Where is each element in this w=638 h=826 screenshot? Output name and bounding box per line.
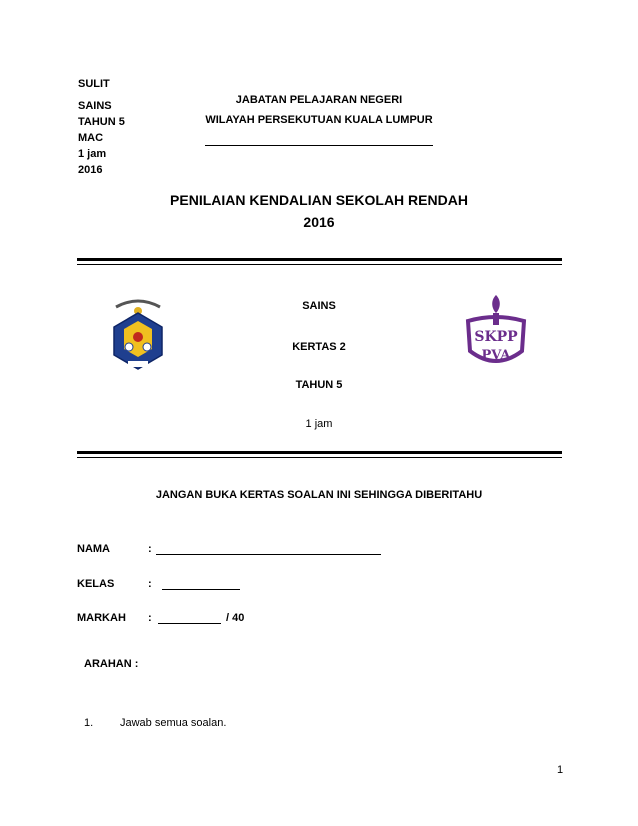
svg-text:PVA: PVA <box>481 348 511 363</box>
exam-title: PENILAIAN KENDALIAN SEKOLAH RENDAH <box>170 192 468 208</box>
paper-duration: 1 jam <box>305 418 333 430</box>
department-line2: WILAYAH PERSEKUTUAN KUALA LUMPUR <box>205 114 433 126</box>
sulit-label: SULIT <box>78 78 110 90</box>
divider-bottom-thick <box>77 451 562 454</box>
instruction-1-text: Jawab semua soalan. <box>120 717 227 729</box>
instructions-heading: ARAHAN : <box>84 658 139 670</box>
warning-text: JANGAN BUKA KERTAS SOALAN INI SEHINGGA DIBERITAHU <box>155 489 483 501</box>
class-input-line[interactable] <box>162 589 240 590</box>
class-label: KELAS <box>77 578 115 590</box>
name-input-line[interactable] <box>156 554 381 555</box>
header-underline <box>205 145 433 146</box>
divider-top-thin <box>77 264 562 265</box>
svg-text:SKPP: SKPP <box>474 329 518 345</box>
mark-label: MARKAH <box>77 612 126 624</box>
paper-number: KERTAS 2 <box>292 341 346 353</box>
divider-top-thick <box>77 258 562 261</box>
month-label: MAC <box>78 132 104 144</box>
paper-year: TAHUN 5 <box>295 379 343 391</box>
mark-colon: : <box>148 612 152 624</box>
paper-subject: SAINS <box>302 300 336 312</box>
divider-bottom-thin <box>77 457 562 458</box>
year-number-label: 2016 <box>78 164 103 176</box>
mark-total: / 40 <box>226 612 245 624</box>
mark-input-line[interactable] <box>158 623 221 624</box>
name-colon: : <box>148 543 152 555</box>
header-left-block <box>78 76 168 186</box>
year-label: TAHUN 5 <box>78 116 125 128</box>
duration-label: 1 jam <box>78 148 107 160</box>
name-label: NAMA <box>77 543 110 555</box>
subject-label: SAINS <box>78 100 112 112</box>
department-line1: JABATAN PELAJARAN NEGERI <box>235 94 403 106</box>
page-number: 1 <box>557 764 564 776</box>
instruction-1-number: 1. <box>84 717 94 729</box>
class-colon: : <box>148 578 152 590</box>
exam-year: 2016 <box>303 214 335 230</box>
